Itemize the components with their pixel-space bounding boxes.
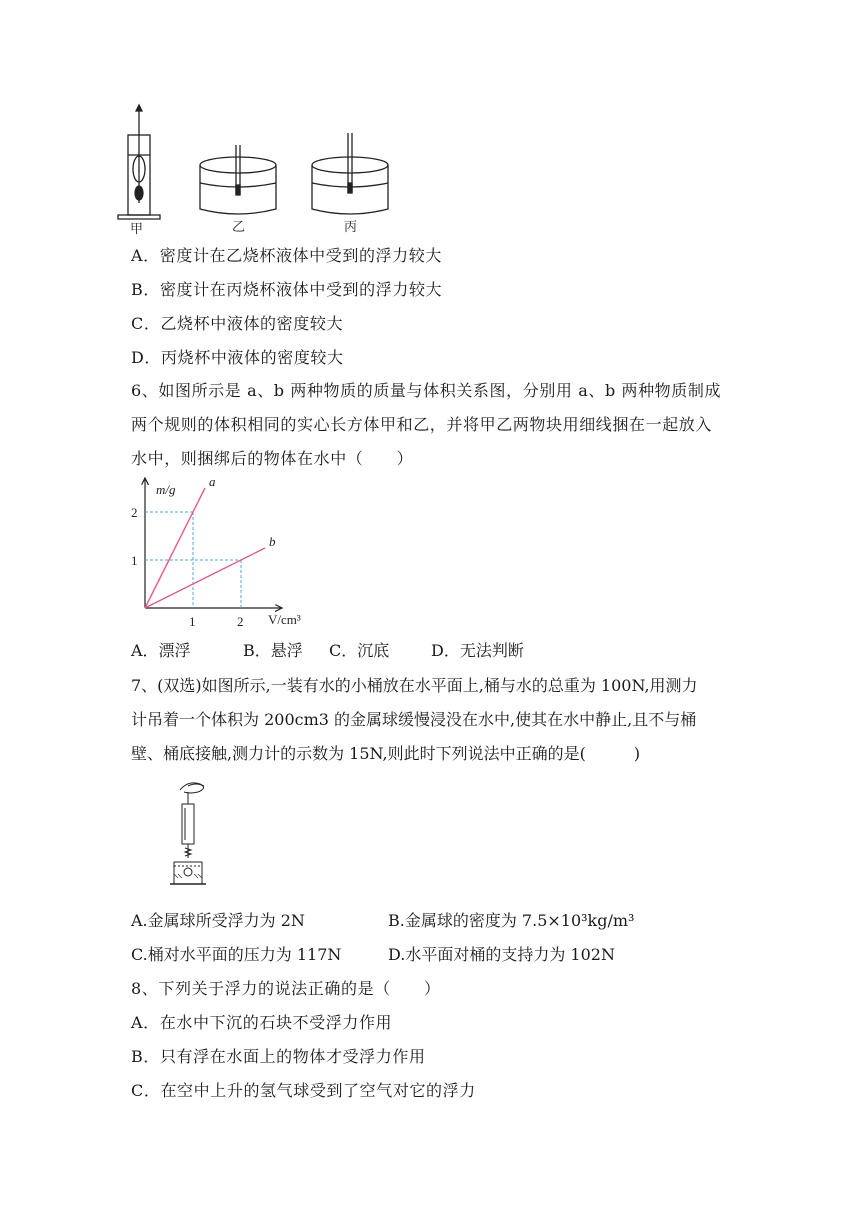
q8-option-a: A．在水中下沉的石块不受浮力作用 [131,1013,393,1032]
q7-option-a: A.金属球所受浮力为 2N [131,911,305,930]
beaker-yi [200,145,276,214]
q6-option-b: B．悬浮 [243,641,303,660]
q5-option-d: D．丙烧杯中液体的密度较大 [131,348,344,367]
series-label-b: b [269,534,276,549]
q7-options-row-2 [131,944,615,966]
y-tick-2: 2 [131,505,138,520]
q7-option-d: D.水平面对桶的支持力为 102N [388,945,615,964]
label-yi: 乙 [232,220,246,235]
q8-title: 8、下列关于浮力的说法正确的是（ ） [131,979,441,998]
q6-text-line-3: 水中，则捆绑后的物体在水中（ ） [131,449,414,468]
y-tick-1: 1 [131,553,138,568]
x-tick-1: 1 [189,614,196,629]
q6-option-c: C．沉底 [329,641,390,660]
q6-option-a: A．漂浮 [131,641,191,660]
hydrometer-cylinder [118,105,160,219]
y-axis-label: m/g [156,482,176,497]
q6-text-line-2: 两个规则的体积相同的实心长方体甲和乙，并将甲乙两物块用细线捆在一起放入 [131,415,713,434]
q5-option-b: B．密度计在丙烧杯液体中受到的浮力较大 [131,280,443,299]
q8-option-b: B．只有浮在水面上的物体才受浮力作用 [131,1047,426,1066]
q6-option-d: D．无法判断 [431,641,524,660]
q7-text-line-2: 计吊着一个体积为 200cm3 的金属球缓慢浸没在水中,使其在水中静止,且不与桶 [131,710,697,729]
label-jia: 甲 [130,222,144,237]
q7-options-row-1 [131,910,634,932]
q5-option-a: A．密度计在乙烧杯液体中受到的浮力较大 [131,246,442,265]
mass-volume-chart [120,470,320,630]
series-line-a [145,488,205,608]
beaker-bing [312,133,388,214]
x-tick-2: 2 [237,614,244,629]
q7-text-line-1: 7、(双选)如图所示,一装有水的小桶放在水平面上,桶与水的总重为 100N,用测力 [131,676,698,695]
hydrometer-beakers-figure [112,105,372,235]
q6-text-line-1: 6、如图所示是 a、b 两种物质的质量与体积关系图，分别用 a、b 两种物质制成 [131,381,722,400]
series-label-a: a [209,474,216,489]
series-line-b [145,548,265,608]
q7-text-line-3: 壁、桶底接触,测力计的示数为 15N,则此时下列说法中正确的是( ) [131,744,641,763]
q5-option-c: C．乙烧杯中液体的密度较大 [131,314,344,333]
q8-option-c: C．在空中上升的氢气球受到了空气对它的浮力 [131,1081,476,1100]
q6-options [131,640,524,662]
label-bing: 丙 [344,220,358,235]
spring-scale-figure [168,778,218,890]
q7-option-c: C.桶对水平面的压力为 117N [131,945,342,964]
q7-option-b: B.金属球的密度为 7.5×10³kg/m³ [388,911,635,930]
x-axis-label: V/cm³ [268,612,301,627]
